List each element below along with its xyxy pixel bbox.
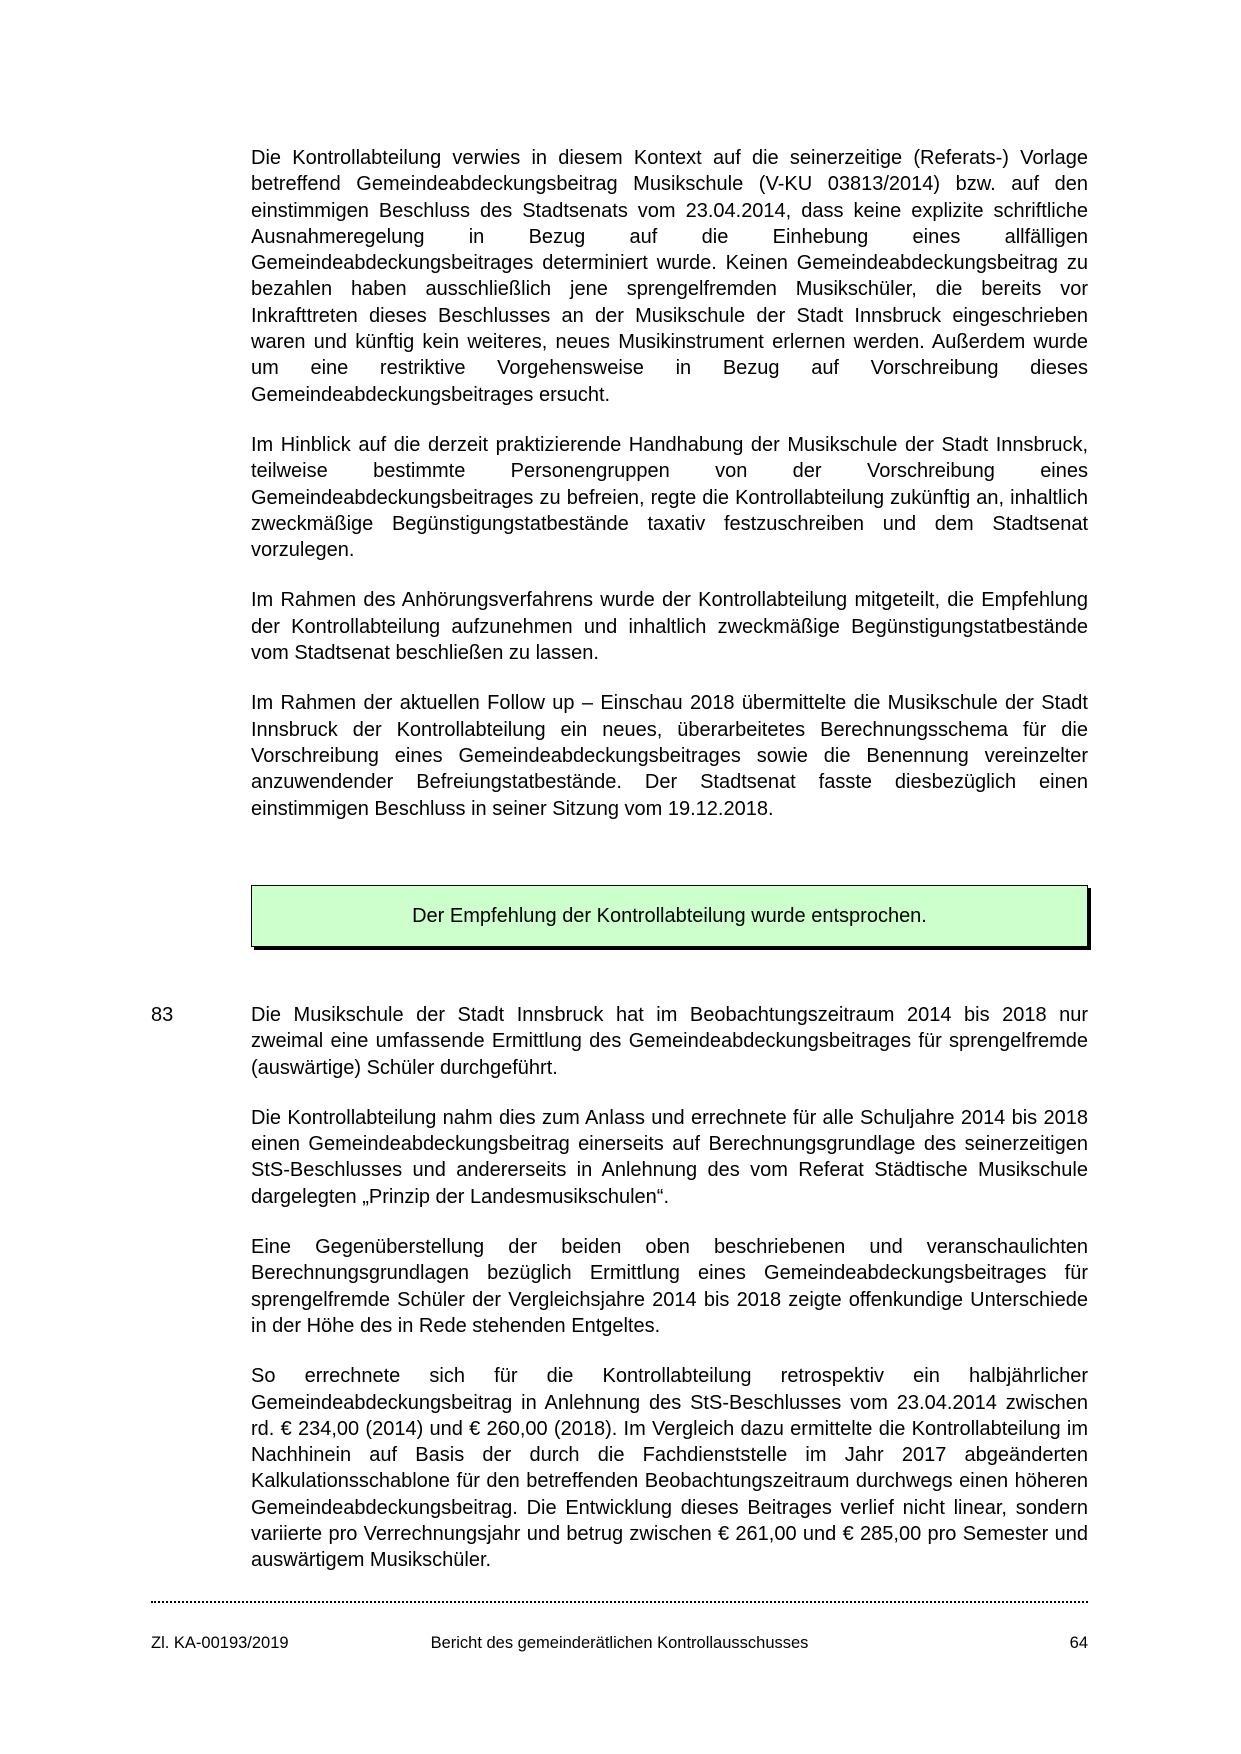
paragraph: So errechnete sich für die Kontrollabteilung retrospektiv ein halbjährlicher Gemeindeabdeckungsbeitrag in Anlehnung des StS-Beschlusses vom 23.04.2014 zwischen rd. € 234,00 (2014) und € 260,00 (2018). Im Vergleich dazu ermittelte die Kontrollabteilung im Nachhinein auf Basis der durch die Fachdienststelle im Jahr 2017 abgeänderten Kalkulationsschablone für den betreffenden Beobachtungszeitraum durchwegs einen höheren Gemeindeabdeckungsbeitrag. Die Entwicklung dieses Beitrages verlief nicht linear, sondern variierte pro Verrechnungsjahr und betrug zwischen € 261,00 und € 285,00 pro Semester und auswärtigem Musikschüler. bbox=[251, 1365, 1088, 1572]
footer-title: Bericht des gemeinderätlichen Kontrollausschusses bbox=[430, 1634, 809, 1652]
paragraph: Eine Gegenüberstellung der beiden oben beschriebenen und veranschaulichten Berechnungsgrundlagen bezüglich Ermittlung eines Gemeindeabdeckungsbeitrages für sprengelfremde Schüler der Vergleichsjahre 2014 bis 2018 zeigte offenkundige Unterschiede in der Höhe des in Rede stehenden Entgeltes. bbox=[251, 1236, 1088, 1337]
paragraph: Die Kontrollabteilung verwies in diesem Kontext auf die seinerzeitige (Referats-) Vorlage betreffend Gemeindeabdeckungsbeitrag Musikschule (V-KU 03813/2014) bzw. auf den einstimmigen Beschluss des Stadtsenats vom 23.04.2014, dass keine explizite schriftliche Ausnahmeregelung in Bezug auf die Einhebung eines allfälligen Gemeindeabdeckungsbeitrages determiniert wurde. Keinen Gemeindeabdeckungsbeitrag zu bezahlen haben ausschließlich jene sprengelfremden Musikschüler, die bereits vor Inkrafttreten dieses Beschlusses an der Musikschule der Stadt Innsbruck eingeschrieben waren und künftig kein weiteres, neues Musikinstrument erlernen werden. Außerdem wurde um eine restriktive Vorgehensweise in Bezug auf Vorschreibung dieses Gemeindeabdeckungsbeitrages ersucht. bbox=[251, 147, 1088, 406]
top-text-block bbox=[251, 145, 1088, 822]
callout-text: Der Empfehlung der Kontrollabteilung wurde entsprochen. bbox=[412, 904, 927, 927]
section-number: 83 bbox=[151, 1004, 174, 1026]
recommendation-callout-box bbox=[251, 885, 1088, 947]
paragraph: Die Musikschule der Stadt Innsbruck hat im Beobachtungszeitraum 2014 bis 2018 nur zweimal eine umfassende Ermittlung des Gemeindeabdeckungsbeitrages für sprengelfremde (auswärtige) Schüler durchgeführt. bbox=[251, 1004, 1088, 1079]
paragraph: Im Hinblick auf die derzeit praktizierende Handhabung der Musikschule der Stadt Innsbruck, teilweise bestimmte Personengruppen von der Vorschreibung eines Gemeindeabdeckungsbeitrages zu befreien, regte die Kontrollabteilung zukünftig an, inhaltlich zweckmäßige Begünstigungstatbestände taxativ festzuschreiben und dem Stadtsenat vorzulegen. bbox=[251, 433, 1088, 562]
section-text-block bbox=[251, 1002, 1088, 1574]
page-number: 64 bbox=[1069, 1634, 1088, 1652]
paragraph: Im Rahmen der aktuellen Follow up – Einschau 2018 übermittelte die Musikschule der Stadt Innsbruck der Kontrollabteilung ein neues, überarbeitetes Berechnungsschema für die Vorschreibung eines Gemeindeabdeckungsbeitrages sowie die Benennung vereinzelter anzuwendender Befreiungstatbestände. Der Stadtsenat fasste diesbezüglich einen einstimmigen Beschluss in seiner Sitzung vom 19.12.2018. bbox=[251, 692, 1088, 820]
footer-divider bbox=[151, 1601, 1088, 1603]
paragraph: Die Kontrollabteilung nahm dies zum Anlass und errechnete für alle Schuljahre 2014 bis 2018 einen Gemeindeabdeckungsbeitrag einerseits auf Berechnungsgrundlage des seinerzeitigen StS-Beschlusses und andererseits in Anlehnung des vom Referat Städtische Musikschule dargelegten „Prinzip der Landesmusikschulen“. bbox=[251, 1106, 1088, 1208]
paragraph: Im Rahmen des Anhörungsverfahrens wurde der Kontrollabteilung mitgeteilt, die Empfehlung der Kontrollabteilung aufzunehmen und inhaltlich zweckmäßige Begünstigungstatbestände vom Stadtsenat beschließen zu lassen. bbox=[251, 589, 1088, 665]
footer-reference: Zl. KA-00193/2019 bbox=[151, 1634, 289, 1652]
